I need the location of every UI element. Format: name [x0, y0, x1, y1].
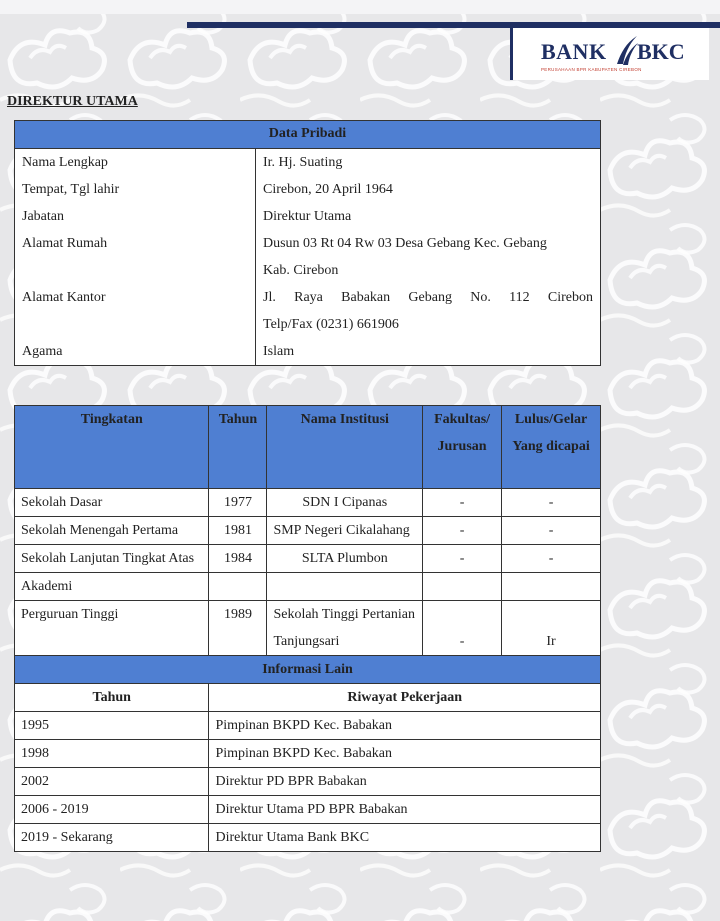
- career-position: Direktur Utama PD BPR Babakan: [209, 796, 601, 824]
- top-strip: [0, 0, 720, 14]
- logo-swoosh-icon: [613, 34, 639, 68]
- field-label: Jabatan: [15, 203, 256, 230]
- field-value: Ir. Hj. Suating: [256, 149, 601, 177]
- field-value: Cirebon, 20 April 1964: [256, 176, 601, 203]
- education-and-career-table: [14, 405, 601, 852]
- edu-fakultas: [423, 573, 502, 601]
- career-year: 1998: [15, 740, 209, 768]
- field-label: Alamat Kantor: [15, 284, 256, 311]
- col-header-gelar: Lulus/Gelar Yang dicapai: [502, 406, 601, 489]
- col-header-institusi: Nama Institusi: [267, 406, 423, 489]
- logo-subtitle: PERUSAHAAN BPR KABUPATEN CIREBON: [541, 67, 642, 72]
- career-year: 1995: [15, 712, 209, 740]
- personal-data-heading: Data Pribadi: [15, 121, 601, 149]
- personal-data-table: [14, 120, 601, 366]
- edu-gelar: Ir: [502, 601, 601, 656]
- career-position: Direktur Utama Bank BKC: [209, 824, 601, 852]
- career-position: Direktur PD BPR Babakan: [209, 768, 601, 796]
- col-header-fakultas: Fakultas/ Jurusan: [423, 406, 502, 489]
- edu-fakultas: -: [423, 517, 502, 545]
- field-label: Tempat, Tgl lahir: [15, 176, 256, 203]
- edu-tingkatan: Sekolah Lanjutan Tingkat Atas: [15, 545, 209, 573]
- page-title: DIREKTUR UTAMA: [7, 94, 138, 109]
- other-info-heading: Informasi Lain: [15, 656, 601, 684]
- field-label-spacer: [15, 311, 256, 338]
- edu-institusi: Sekolah Tinggi Pertanian Tanjungsari: [267, 601, 423, 656]
- field-value: Islam: [256, 338, 601, 366]
- logo-bkc-text: BKC: [637, 39, 685, 64]
- edu-tahun: 1989: [209, 601, 267, 656]
- col-header-tahun-kerja: Tahun: [15, 684, 209, 712]
- field-value: Jl. Raya Babakan Gebang No. 112 Cirebon: [256, 284, 601, 311]
- col-header-tahun: Tahun: [209, 406, 267, 489]
- edu-tahun: 1977: [209, 489, 267, 517]
- col-header-riwayat: Riwayat Pekerjaan: [209, 684, 601, 712]
- edu-tahun: 1984: [209, 545, 267, 573]
- career-year: 2019 - Sekarang: [15, 824, 209, 852]
- edu-tingkatan: Akademi: [15, 573, 209, 601]
- edu-gelar: -: [502, 489, 601, 517]
- career-year: 2002: [15, 768, 209, 796]
- edu-gelar: -: [502, 517, 601, 545]
- edu-fakultas: -: [423, 601, 502, 656]
- field-label-spacer: [15, 257, 256, 284]
- field-label: Nama Lengkap: [15, 149, 256, 177]
- col-header-tingkatan: Tingkatan: [15, 406, 209, 489]
- field-label: Alamat Rumah: [15, 230, 256, 257]
- field-value: Dusun 03 Rt 04 Rw 03 Desa Gebang Kec. Gebang: [256, 230, 601, 257]
- field-value-cont: Kab. Cirebon: [256, 257, 601, 284]
- edu-institusi: [267, 573, 423, 601]
- edu-fakultas: -: [423, 545, 502, 573]
- logo-bank-text: BANK: [541, 39, 607, 64]
- edu-fakultas: -: [423, 489, 502, 517]
- edu-gelar: [502, 573, 601, 601]
- edu-tingkatan: Perguruan Tinggi: [15, 601, 209, 656]
- edu-tingkatan: Sekolah Dasar: [15, 489, 209, 517]
- edu-tahun: 1981: [209, 517, 267, 545]
- bank-logo: [510, 28, 709, 80]
- edu-institusi: SMP Negeri Cikalahang: [267, 517, 423, 545]
- edu-tingkatan: Sekolah Menengah Pertama: [15, 517, 209, 545]
- field-value: Direktur Utama: [256, 203, 601, 230]
- career-position: Pimpinan BKPD Kec. Babakan: [209, 740, 601, 768]
- edu-institusi: SDN I Cipanas: [267, 489, 423, 517]
- career-year: 2006 - 2019: [15, 796, 209, 824]
- career-position: Pimpinan BKPD Kec. Babakan: [209, 712, 601, 740]
- field-value-cont: Telp/Fax (0231) 661906: [256, 311, 601, 338]
- edu-tahun: [209, 573, 267, 601]
- field-label: Agama: [15, 338, 256, 366]
- edu-gelar: -: [502, 545, 601, 573]
- edu-institusi: SLTA Plumbon: [267, 545, 423, 573]
